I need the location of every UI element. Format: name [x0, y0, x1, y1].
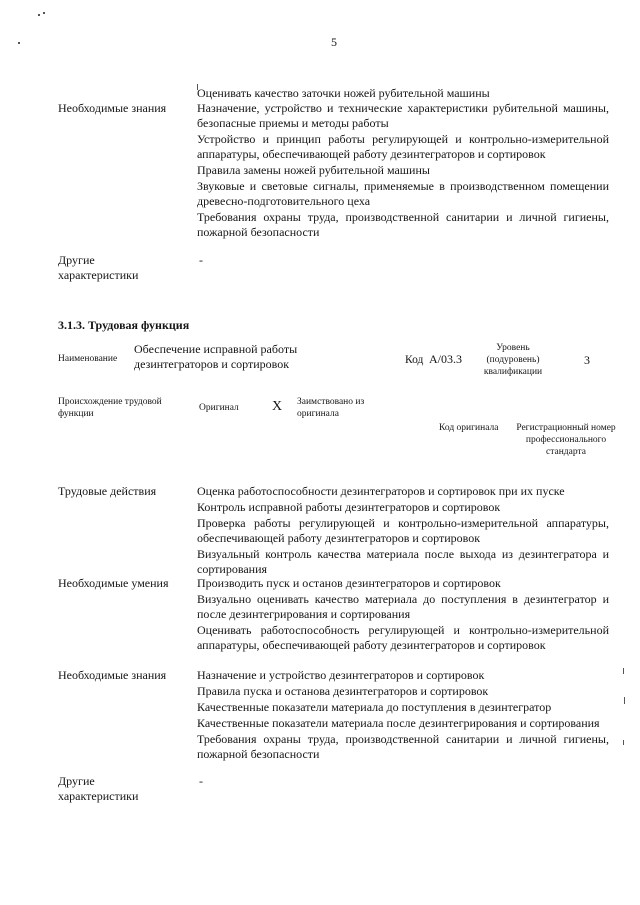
skill-item: Оценивать работоспособность регулирующей и контрольно-измерительной аппаратуры, обеспечивающей работу дезинтеграторов и сортировок — [197, 623, 609, 652]
original-code-label: Код оригинала — [439, 423, 499, 433]
knowledge-label-2: Необходимые знания — [58, 668, 167, 682]
scan-speck — [38, 14, 40, 16]
knowledge-item: Устройство и принцип работы регулирующей и контрольно-измерительной аппаратуры, обеспечивающей работу дезинтеграторов и сортировок — [197, 132, 609, 161]
code-label: Код — [405, 354, 424, 366]
knowledge-item: Качественные показатели материала после дезинтегрирования и сортирования — [197, 716, 600, 730]
origin-label: Происхождение трудовой функции — [58, 397, 162, 419]
code-value: А/03.3 — [429, 352, 462, 366]
knowledge-item: Правила замены ножей рубительной машины — [197, 163, 430, 177]
work-action-item: Проверка работы регулирующей и контрольно-измерительной аппаратуры, обеспечивающей работу дезинтеграторов и сортировок — [197, 516, 609, 545]
skill-item: Производить пуск и останов дезинтеграторов и сортировок — [197, 576, 501, 590]
page-number: 5 — [331, 35, 337, 49]
section-heading: 3.1.3. Трудовая функция — [58, 318, 190, 332]
original-mark: X — [272, 399, 283, 414]
knowledge-item: Качественные показатели материала до поступления в дезинтегратор — [197, 700, 552, 714]
original-label: Оригинал — [199, 403, 239, 413]
name-label: Наименование — [58, 354, 118, 364]
scan-speck — [623, 740, 624, 745]
continued-skill-item: Оценивать качество заточки ножей рубительной машины — [197, 86, 490, 100]
scan-speck — [18, 42, 20, 44]
skills-list — [197, 576, 609, 654]
other-characteristics-value: - — [199, 253, 203, 267]
work-action-item: Оценка работоспособности дезинтеграторов и сортировок при их пуске — [197, 484, 565, 498]
level-value: 3 — [584, 353, 590, 367]
scan-speck — [624, 697, 625, 704]
knowledge-item: Назначение, устройство и технические характеристики рубительной машины, безопасные приемы и методы работы — [197, 101, 609, 130]
other-characteristics-label: Другие характеристики — [58, 253, 139, 282]
borrowed-label: Заимствовано из оригинала — [297, 397, 365, 419]
other-characteristics-value-2: - — [199, 774, 203, 788]
work-action-item: Визуальный контроль качества материала после выхода из дезинтегратора и сортирования — [197, 547, 609, 576]
knowledge-item: Требования охраны труда, производственной санитарии и личной гигиены, пожарной безопасности — [197, 210, 609, 239]
work-action-item: Контроль исправной работы дезинтеграторов и сортировок — [197, 500, 501, 514]
knowledge-item: Требования охраны труда, производственной санитарии и личной гигиены, пожарной безопасности — [197, 732, 609, 761]
knowledge-item: Назначение и устройство дезинтеграторов и сортировок — [197, 668, 485, 682]
knowledge-list-2 — [197, 668, 609, 763]
scan-speck — [623, 668, 624, 674]
scan-speck — [43, 12, 45, 14]
skills-label: Необходимые умения — [58, 576, 169, 590]
knowledge-label: Необходимые знания — [58, 101, 167, 115]
name-value: Обеспечение исправной работы дезинтеграторов и сортировок — [134, 342, 298, 371]
work-actions-list — [197, 484, 609, 578]
other-characteristics-label-2: Другие характеристики — [58, 774, 139, 803]
knowledge-item: Правила пуска и останова дезинтеграторов и сортировок — [197, 684, 489, 698]
level-label: Уровень (подуровень) квалификации — [483, 343, 543, 377]
registration-number-label: Регистрационный номер профессионального стандарта — [516, 423, 616, 457]
skill-item: Визуально оценивать качество материала до поступления в дезинтегратор и после дезинтегрирования и сортирования — [197, 592, 609, 621]
knowledge-list — [197, 101, 609, 241]
knowledge-item: Звуковые и световые сигналы, применяемые в производственном помещении древесно-подготовительного цеха — [197, 179, 609, 208]
work-actions-label: Трудовые действия — [58, 484, 157, 498]
